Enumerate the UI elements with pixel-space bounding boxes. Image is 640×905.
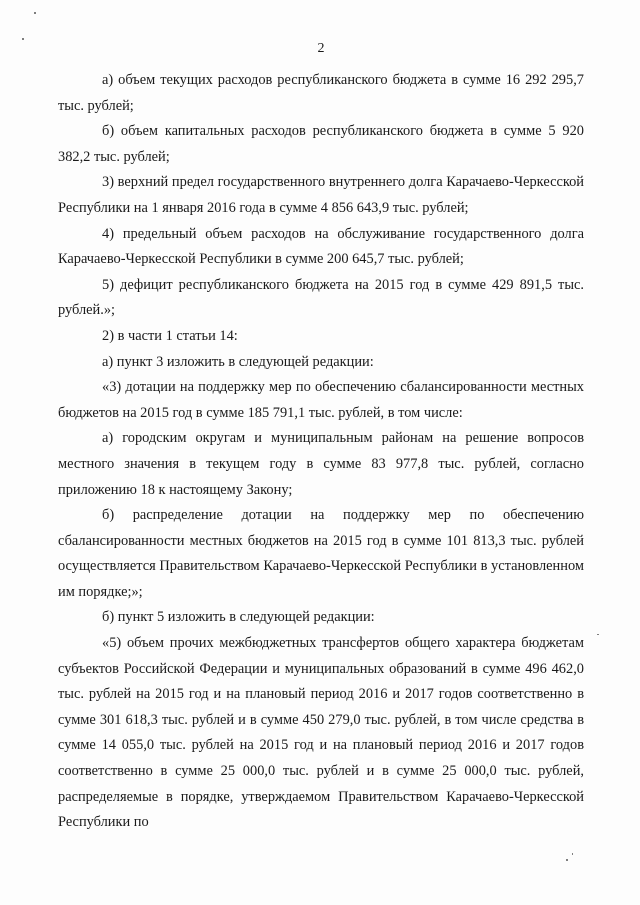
paragraph: «5) объем прочих межбюджетных трансфертов общего характера бюджетам субъектов Российской Федерации и муниципальных образований в сумме 496 462,0 тыс. рублей на 2015 год и на плановый период 2016 и 2017 годов соответственно в сумме 301 618,3 тыс. рублей и в сумме 450 279,0 тыс. рублей, в том числе средства в сумме 14 055,0 тыс. рублей на 2015 год и на плановый период 2016 и 2017 годов соответственно в сумме 25 000,0 тыс. рублей и в сумме 25 000,0 тыс. рублей, распределяемые в порядке, утверждаемом Правительством Карачаево-Черкесской Республики по (58, 635, 584, 831)
paragraph: а) пункт 3 изложить в следующей редакции: (102, 353, 374, 370)
scan-speck (572, 853, 573, 855)
paragraph: 2) в части 1 статьи 14: (102, 327, 238, 344)
paragraph: а) объем текущих расходов республиканского бюджета в сумме 16 292 295,7 тыс. рублей; (58, 72, 584, 114)
paragraph: б) распределение дотации на поддержку мер по обеспечению сбалансированности местных бюджетов на 2015 год в сумме 101 813,3 тыс. рублей осуществляется Правительством Карачаево-Черкесской Республики в установленном им порядке;»; (58, 507, 584, 600)
scan-speck (566, 859, 568, 861)
body-text (58, 68, 584, 836)
paragraph: 5) дефицит республиканского бюджета на 2015 год в сумме 429 891,5 тыс. рублей.»; (58, 276, 584, 319)
scan-speck (22, 38, 24, 40)
paragraph: а) городским округам и муниципальным районам на решение вопросов местного значения в текущем году в сумме 83 977,8 тыс. рублей, согласно приложению 18 к настоящему Закону; (58, 430, 584, 498)
paragraph: б) объем капитальных расходов республиканского бюджета в сумме 5 920 382,2 тыс. рублей; (58, 123, 584, 165)
paragraph: 3) верхний предел государственного внутреннего долга Карачаево-Черкесской Республики на 1 января 2016 года в сумме 4 856 643,9 тыс. рублей; (58, 174, 584, 216)
paragraph: б) пункт 5 изложить в следующей редакции: (102, 609, 375, 626)
paragraph: 4) предельный объем расходов на обслуживание государственного долга Карачаево-Черкесской Республики в сумме 200 645,7 тыс. рублей; (58, 225, 584, 268)
paragraph: «3) дотации на поддержку мер по обеспечению сбалансированности местных бюджетов на 2015 год в сумме 185 791,1 тыс. рублей, в том числе: (58, 379, 584, 421)
scan-speck (597, 634, 599, 635)
scan-speck (34, 12, 36, 14)
page-number: 2 (317, 41, 325, 56)
